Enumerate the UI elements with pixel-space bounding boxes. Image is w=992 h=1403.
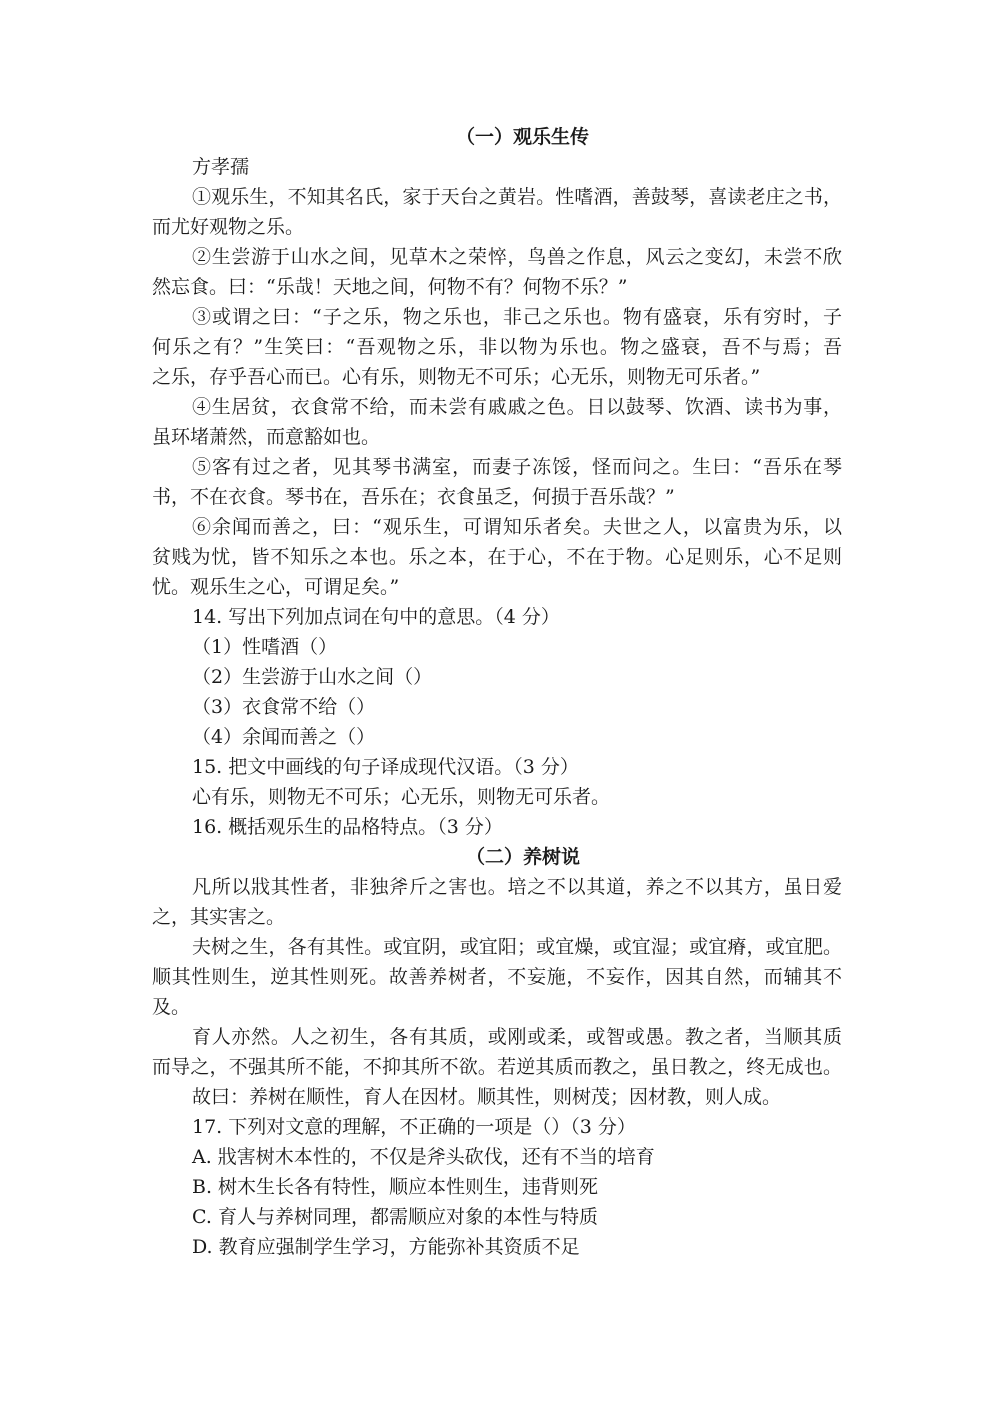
para5-line2: 书，不在衣食。琴书在，吾乐在；衣食虽乏，何损于吾乐哉？” xyxy=(152,486,675,508)
para5-line1: ⑤客有过之者，见其琴书满室，而妻子冻馁，怪而问之。生曰：“吾乐在琴 xyxy=(192,456,842,478)
question-17-option-d: D. 教育应强制学生学习，方能弥补其资质不足 xyxy=(192,1236,580,1258)
question-16: 16. 概括观乐生的品格特点。（3 分） xyxy=(192,816,503,838)
section1-title: （一）观乐生传 xyxy=(456,126,590,148)
s2-para2-line3: 及。 xyxy=(152,996,191,1018)
para6-line1: ⑥余闻而善之，曰：“观乐生，可谓知乐者矣。夫世之人，以富贵为乐，以 xyxy=(192,516,842,538)
para6-line3: 忧。观乐生之心，可谓足矣。” xyxy=(152,576,400,598)
question-14: 14. 写出下列加点词在句中的意思。（4 分） xyxy=(192,606,560,628)
para2-line1: ②生尝游于山水之间，见草木之荣悴，鸟兽之作息，风云之变幻，未尝不欣 xyxy=(192,246,842,268)
s2-para2-line2: 顺其性则生，逆其性则死。故善养树者，不妄施，不妄作，因其自然，而辅其不 xyxy=(152,966,842,988)
para4-line1: ④生居贫，衣食常不给，而未尝有戚戚之色。日以鼓琴、饮酒、读书为事， xyxy=(192,396,842,418)
author-line: 方孝孺 xyxy=(192,156,250,178)
s2-para3-line1: 育人亦然。人之初生，各有其质，或刚或柔，或智或愚。教之者，当顺其质 xyxy=(192,1026,842,1048)
para2-line2: 然忘食。曰：“乐哉！天地之间，何物不有？何物不乐？” xyxy=(152,276,628,298)
question-15-sentence: 心有乐，则物无不可乐；心无乐，则物无可乐者。 xyxy=(192,786,611,808)
para1-line1: ①观乐生，不知其名氏，家于天台之黄岩。性嗜酒，善鼓琴，喜读老庄之书， xyxy=(192,186,842,208)
question-17: 17. 下列对文意的理解，不正确的一项是（）（3 分） xyxy=(192,1116,636,1138)
question-17-option-a: A. 戕害树木本性的，不仅是斧头砍伐，还有不当的培育 xyxy=(192,1146,655,1168)
para4-line2: 虽环堵萧然，而意豁如也。 xyxy=(152,426,381,448)
question-14-item-3: （3）衣食常不给（） xyxy=(192,696,376,718)
question-17-option-b: B. 树木生长各有特性，顺应本性则生，违背则死 xyxy=(192,1176,599,1198)
section2-title: （二）养树说 xyxy=(466,846,581,868)
question-14-item-4: （4）余闻而善之（） xyxy=(192,726,376,748)
s2-para1-line1: 凡所以戕其性者，非独斧斤之害也。培之不以其道，养之不以其方，虽日爱 xyxy=(192,876,842,898)
para1-line2: 而尤好观物之乐。 xyxy=(152,216,305,238)
para3-line1: ③或谓之曰：“子之乐，物之乐也，非己之乐也。物有盛衰，乐有穷时，子 xyxy=(192,306,842,328)
question-17-option-c: C. 育人与养树同理，都需顺应对象的本性与特质 xyxy=(192,1206,598,1228)
s2-para1-line2: 之，其实害之。 xyxy=(152,906,286,928)
s2-para3-line2: 而导之，不强其所不能，不抑其所不欲。若逆其质而教之，虽日教之，终无成也。 xyxy=(152,1056,842,1078)
question-14-item-2: （2）生尝游于山水之间（） xyxy=(192,666,433,688)
s2-para2-line1: 夫树之生，各有其性。或宜阴，或宜阳；或宜燥，或宜湿；或宜瘠，或宜肥。 xyxy=(192,936,842,958)
para3-line3: 之乐，存乎吾心而已。心有乐，则物无不可乐；心无乐，则物无可乐者。” xyxy=(152,366,761,388)
para3-line2: 何乐之有？”生笑曰：“吾观物之乐，非以物为乐也。物之盛衰，吾不与焉；吾 xyxy=(152,336,842,358)
question-15: 15. 把文中画线的句子译成现代汉语。（3 分） xyxy=(192,756,579,778)
para6-line2: 贫贱为忧，皆不知乐之本也。乐之本，在于心，不在于物。心足则乐，心不足则 xyxy=(152,546,842,568)
question-14-item-1: （1）性嗜酒（） xyxy=(192,636,338,658)
s2-para3-line3: 故曰：养树在顺性，育人在因材。顺其性，则树茂；因材教，则人成。 xyxy=(192,1086,782,1108)
